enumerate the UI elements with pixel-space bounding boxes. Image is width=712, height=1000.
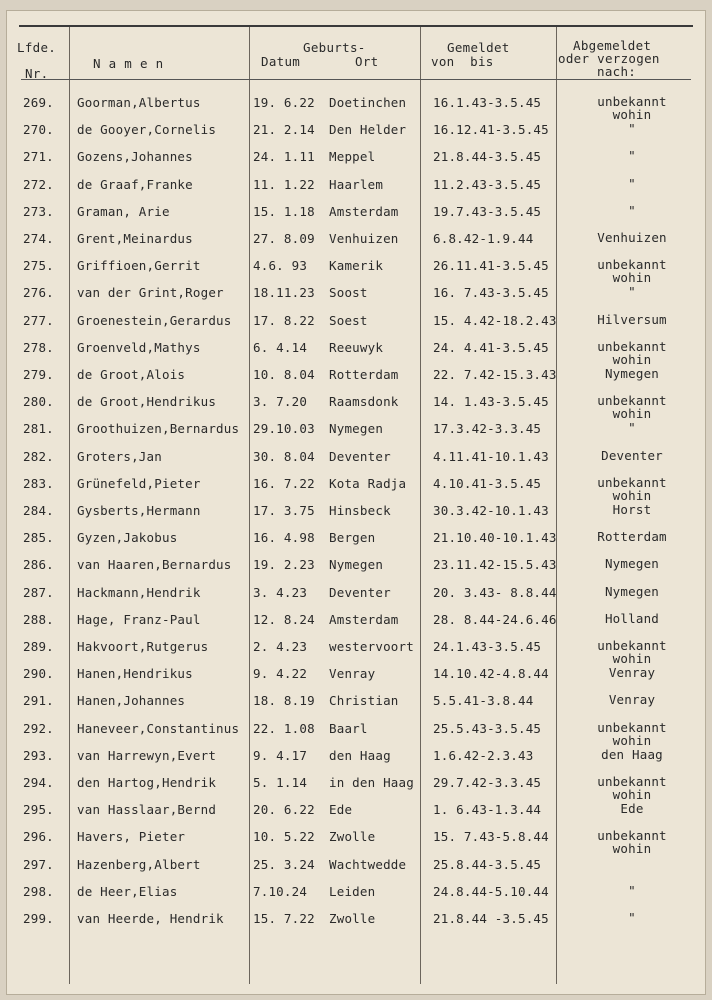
person-name: Groenveld,Mathys <box>77 339 201 355</box>
registered-period: 21.8.44-3.5.45 <box>433 149 542 165</box>
person-name: den Hartog,Hendrik <box>77 775 217 790</box>
table-row <box>7 394 705 421</box>
header-rule <box>21 79 691 80</box>
birth-date: 22. 1.08 <box>253 720 315 736</box>
header-von-bis: von bis <box>431 54 494 69</box>
birth-place: Amsterdam <box>329 203 399 219</box>
header-nach: nach: <box>597 64 637 79</box>
document-sheet <box>6 10 706 995</box>
row-number: 284. <box>23 503 54 518</box>
deregistered-destination: Nymegen <box>604 556 660 572</box>
row-number: 277. <box>23 312 54 328</box>
person-name: Gozens,Johannes <box>77 149 193 165</box>
table-row <box>7 585 705 612</box>
person-name: Groothuizen,Bernardus <box>77 421 240 437</box>
registered-period: 20. 3.43- 8.8.44 <box>433 584 557 600</box>
row-number: 295. <box>23 802 54 818</box>
registered-period: 14.10.42-4.8.44 <box>433 666 549 682</box>
birth-date: 12. 8.24 <box>253 611 315 627</box>
person-name: Grent,Meinardus <box>77 231 193 246</box>
row-number: 290. <box>23 666 54 682</box>
table-row <box>7 612 705 639</box>
deregistered-destination: unbekannt wohin <box>597 828 667 857</box>
birth-date: 3. 4.23 <box>253 584 308 600</box>
birth-place: Haarlem <box>329 176 384 192</box>
birth-date: 18.11.23 <box>253 285 315 301</box>
header-abgemeldet: Abgemeldet <box>573 38 652 53</box>
birth-place: Meppel <box>329 149 376 165</box>
person-name: van Haaren,Bernardus <box>77 557 232 573</box>
row-number: 272. <box>23 176 54 192</box>
header-nr: Nr. <box>25 66 49 81</box>
birth-date: 6. 4.14 <box>253 339 308 355</box>
deregistered-destination: " <box>628 882 636 898</box>
deregistered-destination: Venray <box>608 692 656 708</box>
deregistered-destination: " <box>628 910 636 925</box>
birth-date: 17. 8.22 <box>253 312 315 328</box>
birth-date: 18. 8.19 <box>253 693 315 709</box>
person-name: Hanen,Hendrikus <box>77 666 193 682</box>
birth-place: Deventer <box>329 448 391 464</box>
table-row <box>7 557 705 584</box>
registered-period: 5.5.41-3.8.44 <box>433 693 534 709</box>
registered-period: 16.12.41-3.5.45 <box>433 122 549 138</box>
deregistered-destination: Venray <box>608 665 656 681</box>
table-row <box>7 177 705 204</box>
table-row <box>7 666 705 693</box>
birth-date: 15. 7.22 <box>253 911 315 926</box>
birth-place: Kota Radja <box>329 475 407 491</box>
person-name: Griffioen,Gerrit <box>77 258 201 274</box>
deregistered-destination: unbekannt wohin <box>597 94 667 122</box>
row-number: 279. <box>23 367 54 382</box>
birth-date: 27. 8.09 <box>253 231 315 246</box>
row-number: 293. <box>23 747 54 763</box>
person-name: Grünefeld,Pieter <box>77 475 201 491</box>
row-number: 285. <box>23 530 54 546</box>
registered-period: 24.8.44-5.10.44 <box>433 883 549 899</box>
deregistered-destination: " <box>628 175 636 191</box>
header-namen: N a m e n <box>93 56 164 71</box>
row-number: 282. <box>23 448 54 464</box>
row-number: 297. <box>23 856 54 872</box>
deregistered-destination: " <box>628 202 636 218</box>
person-name: Gysberts,Hermann <box>77 503 201 518</box>
birth-date: 4.6. 93 <box>253 258 308 274</box>
birth-date: 10. 8.04 <box>253 367 315 382</box>
registered-period: 14. 1.43-3.5.45 <box>433 394 549 410</box>
table-row <box>7 258 705 285</box>
table-row <box>7 449 705 476</box>
table-row <box>7 340 705 367</box>
deregistered-destination: " <box>628 148 636 164</box>
registered-period: 15. 4.42-18.2.43 <box>433 312 557 328</box>
deregistered-destination: Rotterdam <box>597 529 667 545</box>
deregistered-destination: Hilversum <box>597 311 667 327</box>
person-name: de Groot,Alois <box>77 367 186 382</box>
deregistered-destination: unbekannt wohin <box>597 474 667 503</box>
birth-date: 9. 4.17 <box>253 747 308 763</box>
row-number: 281. <box>23 421 54 437</box>
deregistered-destination: Holland <box>604 610 660 626</box>
registered-period: 29.7.42-3.3.45 <box>433 775 542 790</box>
birth-place: Rotterdam <box>329 367 399 382</box>
table-row <box>7 802 705 829</box>
header-lfde: Lfde. <box>17 40 57 55</box>
registered-period: 21.10.40-10.1.43 <box>433 530 557 546</box>
registered-period: 19.7.43-3.5.45 <box>433 203 542 219</box>
table-row <box>7 748 705 775</box>
birth-date: 9. 4.22 <box>253 666 308 682</box>
header-ort: Ort <box>355 54 379 69</box>
person-name: Hanen,Johannes <box>77 693 186 709</box>
person-name: van Heerde, Hendrik <box>77 911 224 926</box>
birth-place: Den Helder <box>329 122 407 138</box>
registered-period: 25.8.44-3.5.45 <box>433 856 542 872</box>
deregistered-destination: unbekannt wohin <box>597 638 667 666</box>
person-name: van Harrewyn,Evert <box>77 747 217 763</box>
table-row <box>7 884 705 911</box>
person-name: Graman, Arie <box>77 203 170 219</box>
top-rule <box>19 25 693 27</box>
row-number: 283. <box>23 475 54 491</box>
person-name: de Heer,Elias <box>77 883 178 899</box>
row-number: 294. <box>23 775 54 790</box>
birth-date: 29.10.03 <box>253 421 315 437</box>
person-name: Groenestein,Gerardus <box>77 312 232 328</box>
table-row <box>7 122 705 149</box>
registered-period: 24. 4.41-3.5.45 <box>433 339 549 355</box>
table-row <box>7 530 705 557</box>
deregistered-destination: Horst <box>612 502 652 517</box>
header-oder-verzogen: oder verzogen <box>558 51 660 66</box>
birth-place: Venhuizen <box>329 231 399 246</box>
table-row <box>7 829 705 856</box>
deregistered-destination: " <box>628 420 636 436</box>
registered-period: 23.11.42-15.5.43 <box>433 557 557 573</box>
birth-date: 3. 7.20 <box>253 394 308 410</box>
deregistered-destination: Nymegen <box>604 366 660 381</box>
birth-place: Kamerik <box>329 258 384 274</box>
deregistered-destination: unbekannt wohin <box>597 774 667 802</box>
birth-place: den Haag <box>329 747 391 763</box>
birth-place: Leiden <box>329 883 376 899</box>
person-name: van Hasslaar,Bernd <box>77 802 217 818</box>
birth-date: 17. 3.75 <box>253 503 315 518</box>
birth-place: westervoort <box>329 639 414 654</box>
birth-date: 11. 1.22 <box>253 176 315 192</box>
birth-place: Deventer <box>329 584 391 600</box>
person-name: de Gooyer,Cornelis <box>77 122 217 138</box>
deregistered-destination: Deventer <box>601 447 663 463</box>
registered-period: 1.6.42-2.3.43 <box>433 747 534 763</box>
deregistered-destination: unbekannt wohin <box>597 257 667 286</box>
row-number: 280. <box>23 394 54 410</box>
birth-place: Wachtwedde <box>329 856 407 872</box>
birth-date: 7.10.24 <box>253 883 308 899</box>
birth-date: 5. 1.14 <box>253 775 308 790</box>
registered-period: 1. 6.43-1.3.44 <box>433 802 542 818</box>
table-row <box>7 95 705 122</box>
registered-period: 17.3.42-3.3.45 <box>433 421 542 437</box>
row-number: 270. <box>23 122 54 138</box>
table-row <box>7 721 705 748</box>
birth-place: Christian <box>329 693 399 709</box>
person-name: Goorman,Albertus <box>77 95 201 110</box>
deregistered-destination: Ede <box>620 801 644 817</box>
registered-period: 26.11.41-3.5.45 <box>433 258 549 274</box>
birth-place: Baarl <box>329 720 368 736</box>
registered-period: 28. 8.44-24.6.46 <box>433 611 557 627</box>
registered-period: 16.1.43-3.5.45 <box>433 95 542 110</box>
birth-place: Zwolle <box>329 829 376 845</box>
birth-date: 25. 3.24 <box>253 856 315 872</box>
table-row <box>7 503 705 530</box>
person-name: de Groot,Hendrikus <box>77 394 217 410</box>
birth-place: Soost <box>329 285 368 301</box>
registered-period: 22. 7.42-15.3.43 <box>433 367 557 382</box>
registered-period: 4.11.41-10.1.43 <box>433 448 549 464</box>
table-row <box>7 639 705 666</box>
header-gemeldet: Gemeldet <box>447 40 510 55</box>
birth-date: 16. 7.22 <box>253 475 315 491</box>
table-row <box>7 204 705 231</box>
header-geburts: Geburts- <box>303 40 366 55</box>
row-number: 291. <box>23 693 54 709</box>
birth-place: Venray <box>329 666 376 682</box>
birth-date: 15. 1.18 <box>253 203 315 219</box>
row-number: 287. <box>23 584 54 600</box>
birth-place: Raamsdonk <box>329 394 399 410</box>
person-name: Hazenberg,Albert <box>77 856 201 872</box>
person-name: Hage, Franz-Paul <box>77 611 201 627</box>
birth-place: Nymegen <box>329 421 384 437</box>
table-row <box>7 367 705 394</box>
row-number: 288. <box>23 611 54 627</box>
table-row <box>7 285 705 312</box>
registered-period: 4.10.41-3.5.45 <box>433 475 542 491</box>
birth-date: 24. 1.11 <box>253 149 315 165</box>
person-name: van der Grint,Roger <box>77 285 224 301</box>
birth-place: Hinsbeck <box>329 503 391 518</box>
person-name: Havers, Pieter <box>77 829 186 845</box>
table-row <box>7 775 705 802</box>
person-name: Haneveer,Constantinus <box>77 720 240 736</box>
birth-place: Reeuwyk <box>329 339 384 355</box>
birth-place: Bergen <box>329 530 376 546</box>
birth-place: Amsterdam <box>329 611 399 627</box>
table-row <box>7 421 705 448</box>
deregistered-destination: den Haag <box>601 746 663 762</box>
registered-period: 21.8.44 -3.5.45 <box>433 911 549 926</box>
person-name: Hakvoort,Rutgerus <box>77 639 209 654</box>
row-number: 276. <box>23 285 54 301</box>
deregistered-destination: unbekannt wohin <box>597 719 667 748</box>
table-row <box>7 313 705 340</box>
birth-date: 21. 2.14 <box>253 122 315 138</box>
registered-period: 11.2.43-3.5.45 <box>433 176 542 192</box>
table-row <box>7 231 705 258</box>
deregistered-destination: Venhuizen <box>597 230 667 245</box>
row-number: 292. <box>23 720 54 736</box>
row-number: 286. <box>23 557 54 573</box>
registered-period: 15. 7.43-5.8.44 <box>433 829 549 845</box>
table-row <box>7 149 705 176</box>
person-name: de Graaf,Franke <box>77 176 193 192</box>
deregistered-destination: Nymegen <box>604 583 660 599</box>
birth-place: Nymegen <box>329 557 384 573</box>
row-number: 296. <box>23 829 54 845</box>
birth-date: 2. 4.23 <box>253 639 308 654</box>
birth-date: 30. 8.04 <box>253 448 315 464</box>
row-number: 275. <box>23 258 54 274</box>
birth-date: 19. 2.23 <box>253 557 315 573</box>
row-number: 271. <box>23 149 54 165</box>
table-row <box>7 693 705 720</box>
registered-period: 25.5.43-3.5.45 <box>433 720 542 736</box>
deregistered-destination: " <box>628 121 636 137</box>
birth-date: 16. 4.98 <box>253 530 315 546</box>
birth-date: 10. 5.22 <box>253 829 315 845</box>
row-number: 299. <box>23 911 54 926</box>
row-number: 298. <box>23 883 54 899</box>
birth-place: Doetinchen <box>329 95 407 110</box>
table-row <box>7 911 705 938</box>
row-number: 278. <box>23 339 54 355</box>
header-datum: Datum <box>261 54 301 69</box>
birth-place: Ede <box>329 802 353 818</box>
registered-period: 6.8.42-1.9.44 <box>433 231 534 246</box>
person-name: Gyzen,Jakobus <box>77 530 178 546</box>
deregistered-destination: " <box>628 284 636 300</box>
row-number: 274. <box>23 231 54 246</box>
table-row <box>7 476 705 503</box>
birth-place: in den Haag <box>329 775 414 790</box>
birth-place: Soest <box>329 312 368 328</box>
person-name: Hackmann,Hendrik <box>77 584 201 600</box>
person-name: Groters,Jan <box>77 448 162 464</box>
row-number: 269. <box>23 95 54 110</box>
registered-period: 24.1.43-3.5.45 <box>433 639 542 654</box>
deregistered-destination: unbekannt wohin <box>597 393 667 422</box>
deregistered-destination: unbekannt wohin <box>597 338 667 367</box>
birth-date: 19. 6.22 <box>253 95 315 110</box>
row-number: 289. <box>23 639 54 654</box>
registered-period: 16. 7.43-3.5.45 <box>433 285 549 301</box>
registered-period: 30.3.42-10.1.43 <box>433 503 549 518</box>
table-row <box>7 857 705 884</box>
row-number: 273. <box>23 203 54 219</box>
birth-place: Zwolle <box>329 911 376 926</box>
birth-date: 20. 6.22 <box>253 802 315 818</box>
